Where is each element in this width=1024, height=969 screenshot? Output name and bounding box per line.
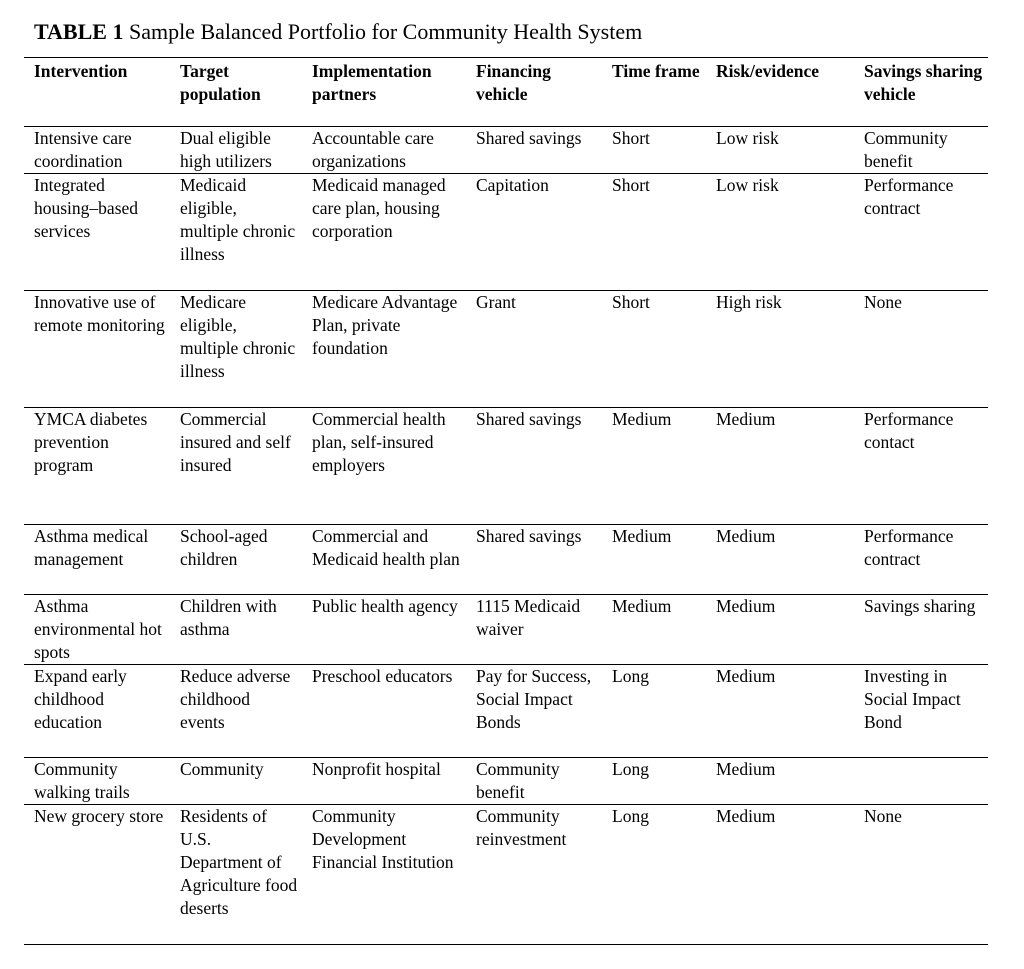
header-target-population: Target population — [180, 61, 261, 104]
cell-intervention: Expand early childhood education — [34, 666, 127, 732]
cell-target-population: Residents of U.S. Department of Agriculture food deserts — [180, 806, 298, 918]
cell-time-frame: Long — [612, 759, 649, 779]
cell-implementation-partners: Public health agency — [312, 596, 458, 616]
cell-financing-vehicle: Community benefit — [476, 759, 560, 802]
table-row — [24, 174, 988, 291]
table-row — [24, 805, 988, 945]
cell-risk-evidence: Medium — [716, 409, 776, 429]
table-row — [24, 665, 988, 758]
cell-savings-sharing-vehicle — [854, 758, 988, 805]
table-row — [24, 595, 988, 665]
cell-financing-vehicle: Shared savings — [476, 409, 582, 429]
cell-time-frame: Long — [612, 806, 649, 826]
cell-risk-evidence: Medium — [716, 596, 776, 616]
cell-financing-vehicle: Community reinvestment — [476, 806, 567, 849]
table-row — [24, 408, 988, 525]
cell-target-population: Commercial insured and self insured — [180, 409, 291, 475]
table-row — [24, 291, 988, 408]
cell-intervention: New grocery store — [34, 806, 164, 826]
table-row — [24, 127, 988, 174]
table-header — [24, 58, 988, 127]
cell-time-frame: Short — [612, 292, 650, 312]
cell-time-frame: Medium — [612, 409, 672, 429]
header-savings-sharing-vehicle: Savings sharing vehicle — [864, 61, 983, 104]
table-body — [24, 127, 988, 945]
table-row — [24, 525, 988, 595]
cell-intervention: Asthma environmental hot spots — [34, 596, 162, 662]
cell-time-frame: Medium — [612, 526, 672, 546]
cell-implementation-partners: Community Development Financial Institution — [312, 806, 454, 872]
cell-savings-sharing-vehicle: Performance contract — [864, 175, 954, 218]
cell-intervention: Innovative use of remote monitoring — [34, 292, 165, 335]
cell-savings-sharing-vehicle: None — [864, 806, 902, 826]
cell-time-frame: Short — [612, 175, 650, 195]
cell-target-population: School-aged children — [180, 526, 268, 569]
cell-implementation-partners: Nonprofit hospital — [312, 759, 441, 779]
header-intervention: Intervention — [34, 61, 128, 81]
cell-target-population: Community — [180, 759, 264, 779]
cell-intervention: YMCA diabetes prevention program — [34, 409, 148, 475]
cell-implementation-partners: Accountable care organizations — [312, 128, 434, 171]
cell-implementation-partners: Medicaid managed care plan, housing corporation — [312, 175, 446, 241]
header-risk-evidence: Risk/evidence — [716, 61, 820, 81]
cell-risk-evidence: Low risk — [716, 128, 779, 148]
cell-financing-vehicle: Capitation — [476, 175, 549, 195]
cell-financing-vehicle: 1115 Medicaid waiver — [476, 596, 581, 639]
cell-financing-vehicle: Shared savings — [476, 128, 582, 148]
cell-financing-vehicle: Grant — [476, 292, 516, 312]
header-implementation-partners: Implementation partners — [312, 61, 432, 104]
cell-savings-sharing-vehicle: Performance contact — [864, 409, 954, 452]
table-title-label: TABLE 1 — [34, 19, 124, 44]
header-time-frame: Time frame — [612, 61, 700, 81]
cell-savings-sharing-vehicle: Investing in Social Impact Bond — [864, 666, 961, 732]
table-title-text: Sample Balanced Portfolio for Community Health System — [123, 19, 643, 44]
cell-target-population: Reduce adverse childhood events — [180, 666, 291, 732]
cell-savings-sharing-vehicle: None — [864, 292, 902, 312]
cell-risk-evidence: Medium — [716, 526, 776, 546]
cell-financing-vehicle: Pay for Success, Social Impact Bonds — [476, 666, 592, 732]
portfolio-table — [24, 57, 988, 945]
cell-risk-evidence: High risk — [716, 292, 782, 312]
cell-implementation-partners: Commercial health plan, self-insured employers — [312, 409, 446, 475]
cell-target-population: Dual eligible high utilizers — [180, 128, 272, 171]
cell-savings-sharing-vehicle: Community benefit — [864, 128, 948, 171]
cell-time-frame: Short — [612, 128, 650, 148]
cell-implementation-partners: Preschool educators — [312, 666, 453, 686]
cell-intervention: Community walking trails — [34, 759, 130, 802]
cell-target-population: Children with asthma — [180, 596, 277, 639]
cell-savings-sharing-vehicle: Savings sharing — [864, 596, 976, 616]
cell-intervention: Asthma medical management — [34, 526, 149, 569]
cell-risk-evidence: Medium — [716, 666, 776, 686]
table-row — [24, 758, 988, 805]
cell-savings-sharing-vehicle: Performance contract — [864, 526, 954, 569]
cell-financing-vehicle: Shared savings — [476, 526, 582, 546]
header-financing-vehicle: Financing vehicle — [476, 61, 551, 104]
cell-implementation-partners: Medicare Advantage Plan, private foundation — [312, 292, 458, 358]
cell-intervention: Integrated housing–based services — [34, 175, 139, 241]
table-title — [34, 18, 642, 46]
cell-risk-evidence: Low risk — [716, 175, 779, 195]
cell-time-frame: Medium — [612, 596, 672, 616]
cell-implementation-partners: Commercial and Medicaid health plan — [312, 526, 460, 569]
cell-time-frame: Long — [612, 666, 649, 686]
cell-target-population: Medicare eligible, multiple chronic illness — [180, 292, 296, 381]
cell-risk-evidence: Medium — [716, 806, 776, 826]
cell-intervention: Intensive care coordination — [34, 128, 132, 171]
cell-target-population: Medicaid eligible, multiple chronic illness — [180, 175, 296, 264]
header-row — [24, 58, 988, 127]
cell-risk-evidence: Medium — [716, 759, 776, 779]
